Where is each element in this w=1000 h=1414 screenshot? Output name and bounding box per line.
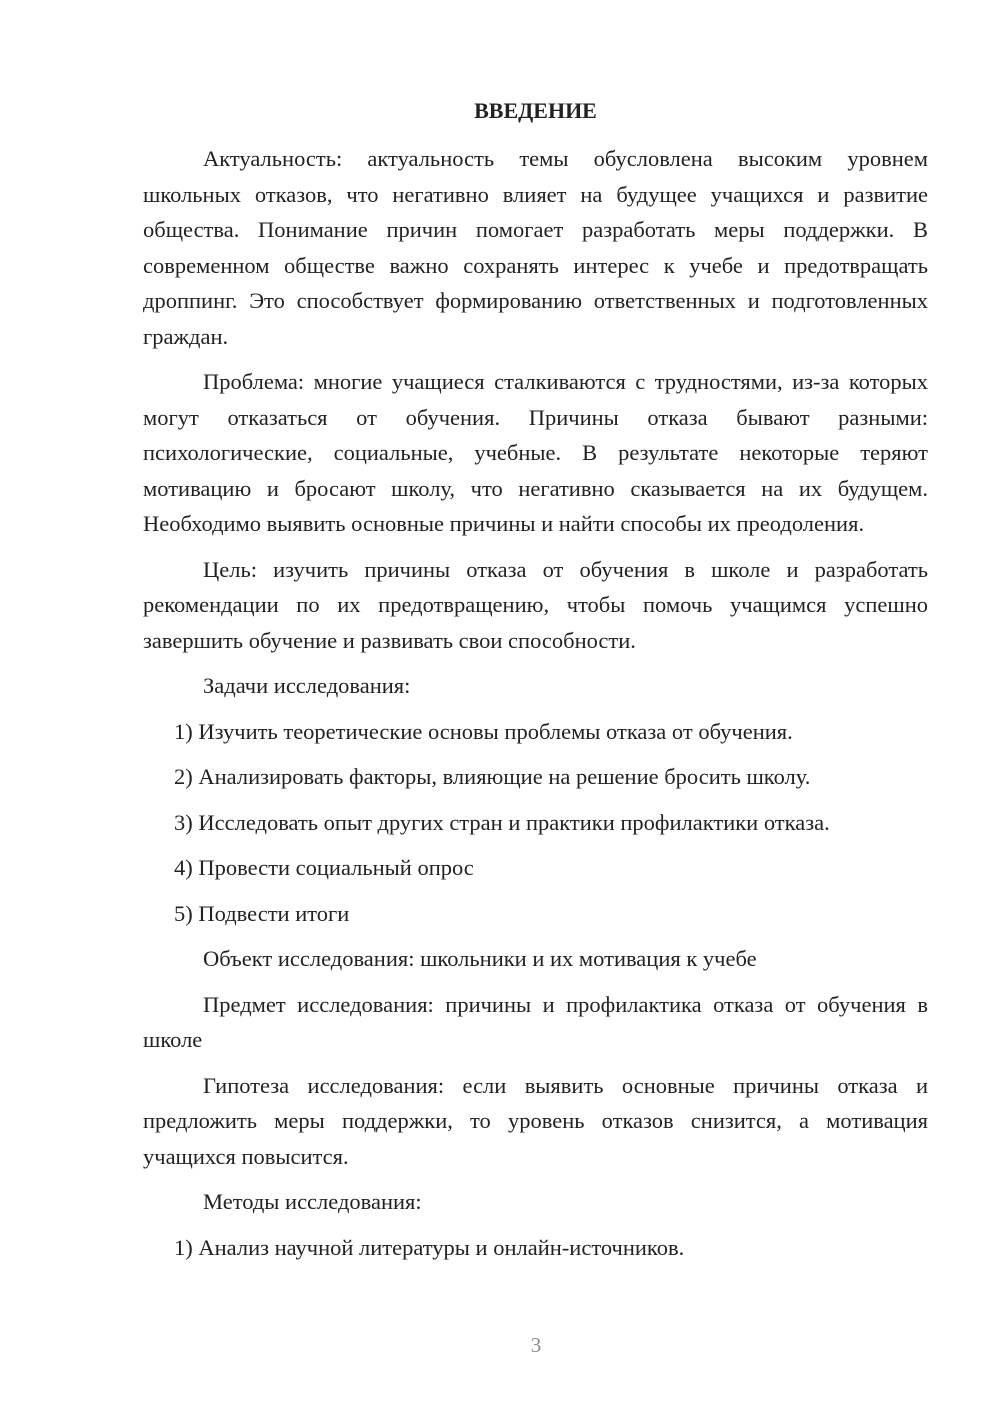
problem-paragraph: Проблема: многие учащиеся сталкиваются с трудностями, из-за которых могут отказаться от обучения. Причины отказа бывают разными: психологические, социальные, учебные. В результате некоторые теряют мотивацию и бросают школу, что негативно сказывается на их будущем. Необходимо выявить основные причины и найти способы их преодоления. — [143, 369, 928, 536]
task-item-2: 2) Анализировать факторы, влияющие на решение бросить школу. — [174, 764, 811, 789]
goal-paragraph: Цель: изучить причины отказа от обучения в школе и разработать рекомендации по их предотвращению, чтобы помочь учащимся успешно завершить обучение и развивать свои способности. — [143, 556, 928, 653]
research-object: Объект исследования: школьники и их мотивация к учебе — [203, 946, 757, 971]
method-item-1: 1) Анализ научной литературы и онлайн-источников. — [174, 1234, 685, 1260]
task-item-4: 4) Провести социальный опрос — [174, 855, 474, 880]
task-item-1: 1) Изучить теоретические основы проблемы отказа от обучения. — [174, 718, 793, 744]
relevance-paragraph: Актуальность: актуальность темы обусловлена высоким уровнем школьных отказов, что негативно влияет на будущее учащихся и развитие общества. Понимание причин помогает разработать меры поддержки. В современном обществе важно сохранять интерес к учебе и предотвращать дроппинг. Это способствует формированию ответственных и подготовленных граждан. — [143, 146, 928, 349]
research-subject: Предмет исследования: причины и профилактика отказа от обучения в школе — [143, 991, 928, 1052]
methods-heading: Методы исследования: — [203, 1189, 422, 1214]
research-hypothesis: Гипотеза исследования: если выявить основные причины отказа и предложить меры поддержки, то уровень отказов снизится, а мотивация учащихся повысится. — [143, 1072, 928, 1169]
tasks-heading: Задачи исследования: — [203, 673, 411, 698]
page-title: ВВЕДЕНИЕ — [474, 98, 597, 123]
page-number: 3 — [530, 1333, 542, 1357]
page-content — [143, 93, 928, 1275]
task-item-3: 3) Исследовать опыт других стран и практики профилактики отказа. — [174, 809, 830, 835]
task-item-5: 5) Подвести итоги — [174, 900, 350, 926]
